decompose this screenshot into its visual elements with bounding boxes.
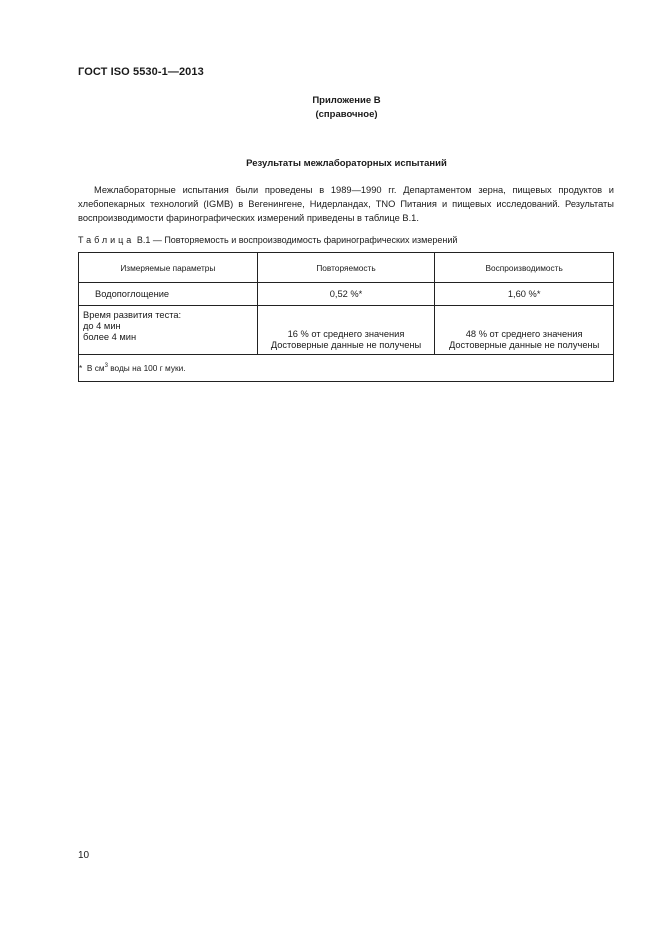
table-caption	[78, 235, 457, 245]
table-header-row	[79, 253, 614, 283]
standard-header: ГОСТ ISO 5530-1—2013	[78, 66, 204, 78]
parameter-title: Время развития теста:	[83, 310, 182, 320]
value-line: Достоверные данные не получены	[270, 340, 422, 350]
value-line: 16 % от среднего значения	[287, 329, 405, 339]
footnote-mark: *	[79, 363, 83, 373]
column-header-reproducibility: Воспроизводимость	[435, 253, 614, 283]
footnote-text-end: воды на 100 г муки.	[107, 363, 186, 373]
annex-subtitle: (справочное)	[315, 109, 378, 120]
parameter-line: до 4 мин	[83, 321, 121, 331]
column-header-parameters: Измеряемые параметры	[79, 253, 258, 283]
table-caption-word: Таблица	[78, 235, 135, 245]
section-title: Результаты межлабораторных испытаний	[246, 158, 447, 169]
cell-reproducibility: 1,60 %*	[435, 283, 614, 306]
table-caption-text: В.1 — Повторяемость и воспроизводимость фаринографических измерений	[136, 235, 458, 245]
column-header-repeatability: Повторяемость	[257, 253, 435, 283]
parameter-line: более 4 мин	[83, 332, 137, 342]
cell-parameter: Водопоглощение	[79, 283, 258, 306]
data-table	[78, 252, 614, 382]
table-row	[79, 306, 614, 355]
value-line: Достоверные данные не получены	[448, 340, 600, 350]
cell-repeatability: 0,52 %*	[257, 283, 435, 306]
footnote-superscript: 3	[104, 363, 108, 370]
table-row	[79, 283, 614, 306]
cell-reproducibility	[435, 306, 614, 355]
value-line: 48 % от среднего значения	[465, 329, 583, 339]
body-paragraph: Межлабораторные испытания были проведены в 1989—1990 гг. Департаментом зерна, пищевых продуктов и хлебопекарных технологий (IGMB) в Вегенингене, Нидерландах, TNO Питания и пищевых исследований. Результаты воспроизводимости фаринографических измерений приведены в таблице В.1.	[78, 185, 614, 223]
cell-repeatability	[257, 306, 435, 355]
footnote-text: В см	[86, 363, 105, 373]
table-footnote	[79, 355, 614, 382]
page-number: 10	[78, 850, 90, 861]
annex-title: Приложение В	[312, 95, 381, 106]
cell-parameter	[79, 306, 258, 355]
annex-heading	[0, 94, 661, 122]
table-footnote-row	[79, 355, 614, 382]
